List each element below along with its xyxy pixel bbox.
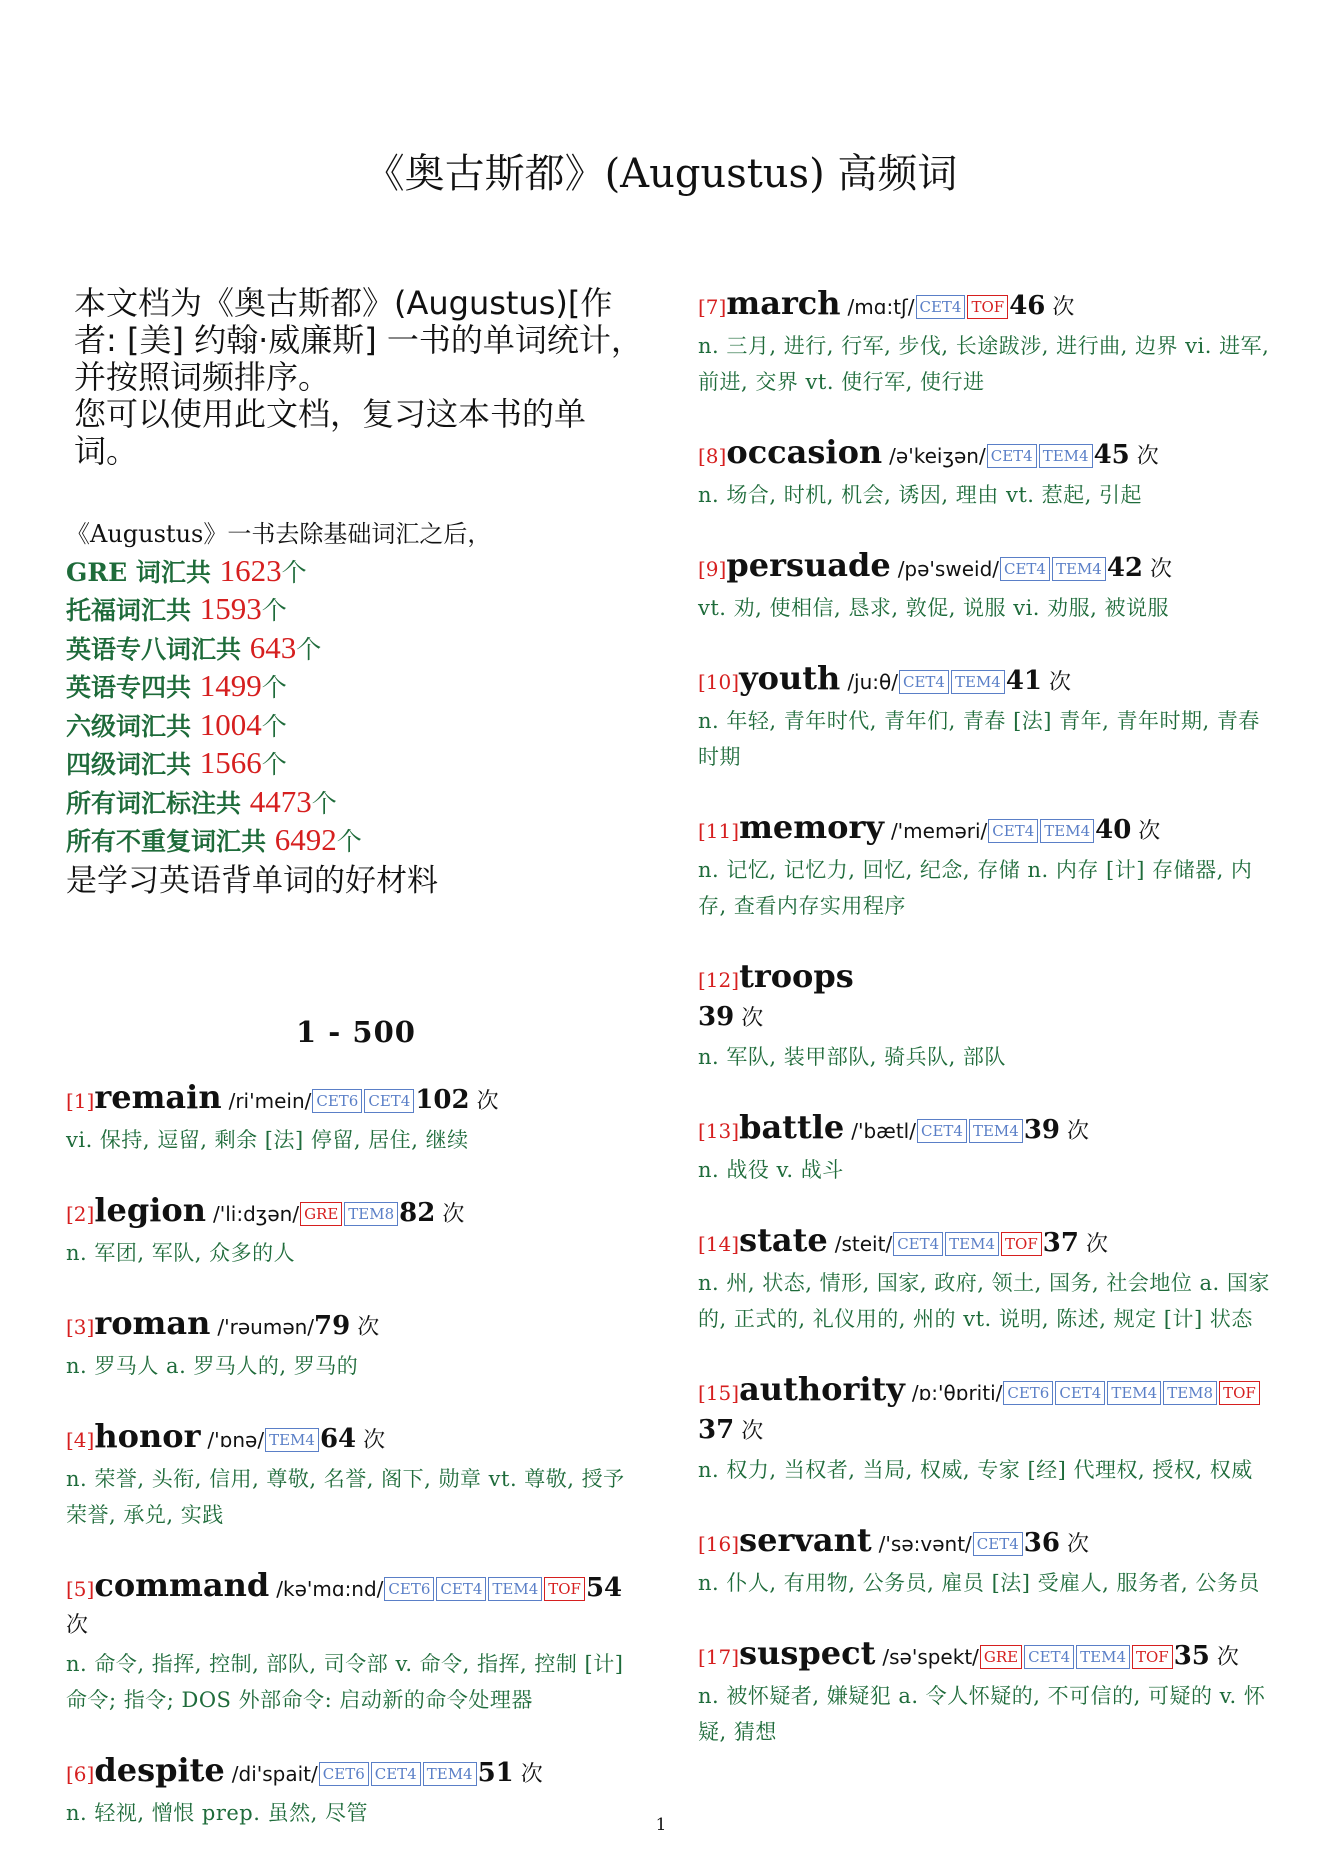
entry-count-unit: 次: [66, 1613, 89, 1638]
entry-index: [8]: [698, 444, 727, 468]
entry-count-unit: 次: [1216, 1645, 1239, 1670]
entry-index: [13]: [698, 1119, 740, 1143]
entry-word: remain: [94, 1078, 222, 1116]
level-tag: TEM4: [1107, 1381, 1161, 1405]
stats-row: [66, 553, 646, 592]
level-tag: GRE: [300, 1202, 342, 1226]
level-tag: TEM4: [1076, 1645, 1130, 1669]
entry-header: [66, 1079, 646, 1120]
stats-suffix: 个: [281, 557, 307, 587]
entry-header: [698, 809, 1270, 850]
entry-word: troops: [739, 957, 854, 995]
level-tag: TEM4: [951, 670, 1005, 694]
stats-suffix: 个: [261, 711, 287, 741]
stats-suffix: 个: [261, 750, 287, 779]
level-tag: CET4: [364, 1089, 414, 1113]
entry-count: 41: [1005, 666, 1043, 696]
entry-word: authority: [739, 1370, 905, 1408]
intro: [74, 285, 644, 470]
entry-definition: n. 三月, 进行, 行军, 步伐, 长途跋涉, 进行曲, 边界 vi. 进军, 前进, 交界 vt. 使行军, 使行进: [698, 334, 1270, 394]
entry-definition: n. 被怀疑者, 嫌疑犯 a. 令人怀疑的, 不可信的, 可疑的 v. 怀疑, 猜想: [698, 1684, 1266, 1744]
range-heading: 1 - 500: [296, 1015, 416, 1049]
entry-header: [698, 434, 1270, 475]
entry-index: [17]: [698, 1645, 740, 1669]
entry-count: 102: [415, 1085, 470, 1115]
entry-phonetic: /pə'sweid/: [897, 557, 999, 581]
entry-index: [15]: [698, 1381, 740, 1405]
level-tag: CET4: [893, 1232, 943, 1256]
entry-count-unit: 次: [1052, 295, 1075, 320]
stats-number: 1593: [199, 591, 262, 626]
entry-word: roman: [94, 1304, 211, 1342]
entry-header: [66, 1418, 646, 1459]
entry-header: [698, 285, 1270, 326]
level-tag: TOF: [1001, 1232, 1042, 1256]
entry-index: [3]: [66, 1315, 95, 1339]
level-tag: CET4: [988, 819, 1038, 843]
entry-word: suspect: [739, 1634, 876, 1672]
word-entry: [698, 660, 1270, 775]
entry-count: 39: [1023, 1115, 1060, 1145]
entry-count: 54: [585, 1573, 623, 1603]
stats-label: 所有不重复词汇共: [66, 827, 275, 856]
entry-phonetic: /'meməri/: [890, 819, 988, 843]
entry-header: [66, 1752, 646, 1793]
level-tag: TEM4: [1052, 557, 1106, 581]
word-entry: [698, 1635, 1270, 1750]
level-tag: CET4: [1055, 1381, 1105, 1405]
entry-index: [12]: [698, 968, 740, 992]
entry-count: 35: [1173, 1641, 1210, 1671]
entry-count: 36: [1023, 1528, 1060, 1558]
stats-suffix: 个: [311, 788, 337, 818]
entry-word: memory: [739, 808, 884, 846]
entry-count-unit: 次: [363, 1428, 386, 1453]
stats-number: 4473: [249, 783, 312, 819]
word-entry: [698, 1522, 1270, 1601]
intro-paragraph-2: 您可以使用此文档，复习这本书的单词。: [74, 395, 587, 470]
entry-index: [1]: [66, 1089, 95, 1113]
stats-number: 6492: [274, 822, 337, 857]
entry-phonetic: /kə'mɑ:nd/: [276, 1577, 384, 1601]
entry-phonetic: /di'spait/: [231, 1762, 318, 1786]
word-entry: [698, 809, 1270, 924]
entry-count-unit: 次: [741, 1419, 764, 1444]
entry-definition: vt. 劝, 使相信, 恳求, 敦促, 说服 vi. 劝服, 被说服: [698, 596, 1170, 620]
stats-label: 英语专八词汇共: [66, 634, 250, 664]
level-tag: CET4: [371, 1762, 421, 1786]
entry-count: 37: [698, 1415, 735, 1445]
entry-definition: n. 记忆, 记忆力, 回忆, 纪念, 存储 n. 内存 [计] 存储器, 内存, 查看内存实用程序: [698, 858, 1253, 918]
entry-index: [10]: [698, 670, 740, 694]
entry-header: [698, 1635, 1270, 1676]
entry-word: persuade: [726, 546, 891, 584]
entry-count: 82: [399, 1198, 436, 1228]
entry-header: [66, 1305, 646, 1346]
entry-header: [698, 660, 1270, 701]
level-tag: TEM4: [488, 1577, 542, 1601]
entry-count: 64: [319, 1424, 357, 1454]
word-entry: [66, 1418, 646, 1533]
level-tag: TEM4: [969, 1119, 1023, 1143]
stats-number: 643: [249, 629, 297, 665]
entry-count: 46: [1009, 291, 1046, 321]
level-tag: TEM8: [1163, 1381, 1217, 1405]
stats-row: [66, 822, 646, 861]
level-tag: TOF: [1132, 1645, 1173, 1669]
entry-count-unit: 次: [1066, 1532, 1089, 1557]
stats-block: [66, 516, 646, 899]
stats-suffix: 个: [296, 634, 322, 664]
entry-phonetic: /'ɒnə/: [207, 1428, 265, 1452]
entry-header: [698, 547, 1270, 588]
word-entry: [66, 1305, 646, 1384]
stats-row: [66, 784, 646, 823]
entry-definition: n. 荣誉, 头衔, 信用, 尊敬, 名誉, 阁下, 勋章 vt. 尊敬, 授予荣誉, 承兑, 实践: [66, 1467, 625, 1527]
entry-count-unit: 次: [442, 1202, 465, 1227]
entry-phonetic: /'bætl/: [851, 1119, 916, 1143]
level-tag: TOF: [1219, 1381, 1260, 1405]
stats-row: [66, 591, 646, 630]
level-tag: CET4: [973, 1532, 1023, 1556]
entry-header: [698, 958, 1270, 1037]
entry-index: [7]: [698, 295, 727, 319]
level-tag: CET6: [319, 1762, 369, 1786]
level-tag: TEM8: [344, 1202, 398, 1226]
entry-index: [5]: [66, 1577, 95, 1601]
stats-label: 六级词汇共: [66, 711, 200, 741]
word-entry: [698, 958, 1270, 1075]
stats-label: 托福词汇共: [66, 596, 200, 625]
level-tag: TOF: [544, 1577, 585, 1601]
entry-phonetic: /ju:θ/: [847, 670, 898, 694]
stats-lead: 《Augustus》一书去除基础词汇之后，: [66, 520, 492, 548]
entry-index: [9]: [698, 557, 727, 581]
entry-count-unit: 次: [357, 1315, 380, 1340]
entry-phonetic: /'rəumən/: [217, 1315, 315, 1339]
entry-count: 51: [477, 1758, 514, 1788]
entry-header: [66, 1567, 646, 1644]
entry-count-unit: 次: [476, 1089, 499, 1114]
entry-word: legion: [94, 1191, 206, 1229]
entry-definition: n. 罗马人 a. 罗马人的, 罗马的: [66, 1354, 359, 1378]
entry-header: [698, 1109, 1270, 1150]
entry-definition: n. 轻视, 憎恨 prep. 虽然, 尽管: [66, 1801, 368, 1825]
entry-count: 42: [1106, 553, 1144, 583]
word-entry: [698, 1371, 1270, 1488]
stats-row: [66, 707, 646, 746]
stats-suffix: 个: [336, 827, 362, 856]
level-tag: CET4: [917, 1119, 967, 1143]
entry-word: march: [726, 284, 841, 322]
entry-definition: n. 仆人, 有用物, 公务员, 雇员 [法] 受雇人, 服务者, 公务员: [698, 1571, 1260, 1595]
stats-suffix: 个: [261, 673, 287, 702]
entries-left: [66, 1079, 646, 1831]
level-tag: CET6: [1003, 1381, 1053, 1405]
word-entry: [66, 1567, 646, 1718]
entry-count: 45: [1093, 440, 1130, 470]
entry-count-unit: 次: [1150, 557, 1173, 582]
entry-count: 37: [1042, 1228, 1079, 1258]
level-tag: TEM4: [945, 1232, 999, 1256]
level-tag: TEM4: [1039, 444, 1093, 468]
level-tag: CET6: [312, 1089, 362, 1113]
page-number: 1: [655, 1815, 667, 1835]
entry-definition: n. 年轻, 青年时代, 青年们, 青春 [法] 青年, 青年时期, 青春时期: [698, 709, 1260, 769]
entry-header: [698, 1222, 1270, 1263]
entry-index: [11]: [698, 819, 740, 843]
stats-label: 所有词汇标注共: [66, 788, 250, 818]
entry-count-unit: 次: [520, 1762, 543, 1787]
level-tag: CET4: [436, 1577, 486, 1601]
entry-index: [2]: [66, 1202, 95, 1226]
entry-definition: n. 权力, 当权者, 当局, 权威, 专家 [经] 代理权, 授权, 权威: [698, 1458, 1253, 1482]
entry-header: [698, 1522, 1270, 1563]
entry-word: occasion: [726, 433, 883, 471]
level-tag: CET4: [987, 444, 1037, 468]
entry-phonetic: /ri'mein/: [228, 1089, 312, 1113]
entry-definition: n. 军队, 装甲部队, 骑兵队, 部队: [698, 1045, 1006, 1069]
entry-count-unit: 次: [1067, 1119, 1090, 1144]
word-entry: [698, 285, 1270, 400]
stats-number: 1623: [219, 552, 282, 588]
right-column: [698, 285, 1270, 1784]
intro-paragraph-1: 本文档为《奥古斯都》(Augustus)[作者: [美] 约翰·威廉斯] 一书的单词统计，并按照词频排序。: [74, 284, 643, 396]
entry-count: 40: [1095, 815, 1132, 845]
level-tag: CET4: [916, 295, 966, 319]
entry-definition: n. 军团, 军队, 众多的人: [66, 1241, 296, 1265]
entries-right: [698, 285, 1270, 1750]
stats-label: GRE 词汇共: [66, 557, 220, 587]
stats-number: 1566: [199, 745, 262, 780]
entry-word: state: [739, 1221, 828, 1259]
stats-suffix: 个: [261, 596, 287, 625]
level-tag: TEM4: [1040, 819, 1094, 843]
stats-number: 1499: [199, 668, 262, 703]
page-title: 《奥古斯都》(Augustus) 高频词: [364, 151, 958, 197]
word-entry: [66, 1079, 646, 1158]
level-tag: TEM4: [423, 1762, 477, 1786]
entry-header: [698, 1371, 1270, 1450]
entry-index: [16]: [698, 1532, 740, 1556]
left-column: [66, 285, 646, 1865]
entry-definition: n. 州, 状态, 情形, 国家, 政府, 领土, 国务, 社会地位 a. 国家的, 正式的, 礼仪用的, 州的 vt. 说明, 陈述, 规定 [计] 状态: [698, 1271, 1270, 1331]
word-entry: [698, 547, 1270, 626]
word-entry: [698, 434, 1270, 513]
entry-index: [6]: [66, 1762, 95, 1786]
stats-number: 1004: [199, 706, 262, 742]
entry-count: 39: [698, 1002, 735, 1032]
entry-count-unit: 次: [1085, 1232, 1108, 1257]
level-tag: TOF: [967, 295, 1008, 319]
word-entry: [698, 1222, 1270, 1337]
entry-count-unit: 次: [741, 1006, 764, 1031]
entry-index: [4]: [66, 1428, 95, 1452]
entry-definition: n. 命令, 指挥, 控制, 部队, 司令部 v. 命令, 指挥, 控制 [计] 命令; 指令; DOS 外部命令: 启动新的命令处理器: [66, 1652, 624, 1712]
stats-closing: 是学习英语背单词的好材料: [66, 862, 438, 899]
entry-phonetic: /sə'spekt/: [882, 1645, 979, 1669]
entry-definition: n. 战役 v. 战斗: [698, 1158, 844, 1182]
entry-word: battle: [739, 1108, 845, 1146]
word-entry: [698, 1109, 1270, 1188]
entry-phonetic: /'li:dʒən/: [213, 1202, 300, 1226]
entry-word: command: [94, 1566, 270, 1604]
entry-count: 79: [314, 1311, 351, 1341]
level-tag: CET4: [899, 670, 949, 694]
entry-count-unit: 次: [1138, 819, 1161, 844]
entry-phonetic: /ə'keiʒən/: [889, 444, 986, 468]
stats-label: 英语专四共: [66, 673, 200, 702]
stats-label: 四级词汇共: [66, 750, 200, 779]
word-entry: [66, 1192, 646, 1271]
level-tag: CET4: [1000, 557, 1050, 581]
entry-count-unit: 次: [1049, 670, 1072, 695]
entry-phonetic: /ɒ:'θɒriti/: [911, 1381, 1003, 1405]
level-tag: CET4: [1024, 1645, 1074, 1669]
entry-word: servant: [739, 1521, 872, 1559]
entry-phonetic: /'sə:vənt/: [878, 1532, 972, 1556]
stats-row: [66, 668, 646, 707]
entry-header: [66, 1192, 646, 1233]
level-tag: TEM4: [265, 1428, 319, 1452]
entry-word: youth: [739, 659, 841, 697]
entry-word: despite: [94, 1751, 225, 1789]
stats-row: [66, 745, 646, 784]
entry-count-unit: 次: [1136, 444, 1159, 469]
stats-row: [66, 630, 646, 669]
entry-phonetic: /steit/: [834, 1232, 893, 1256]
level-tag: GRE: [980, 1645, 1022, 1669]
entry-definition: n. 场合, 时机, 机会, 诱因, 理由 vt. 惹起, 引起: [698, 483, 1142, 507]
entry-phonetic: /mɑ:tʃ/: [847, 295, 915, 319]
stats-rows: [66, 553, 646, 861]
entry-word: honor: [94, 1417, 201, 1455]
entry-index: [14]: [698, 1232, 740, 1256]
entry-definition: vi. 保持, 逗留, 剩余 [法] 停留, 居住, 继续: [66, 1128, 469, 1152]
level-tag: CET6: [384, 1577, 434, 1601]
